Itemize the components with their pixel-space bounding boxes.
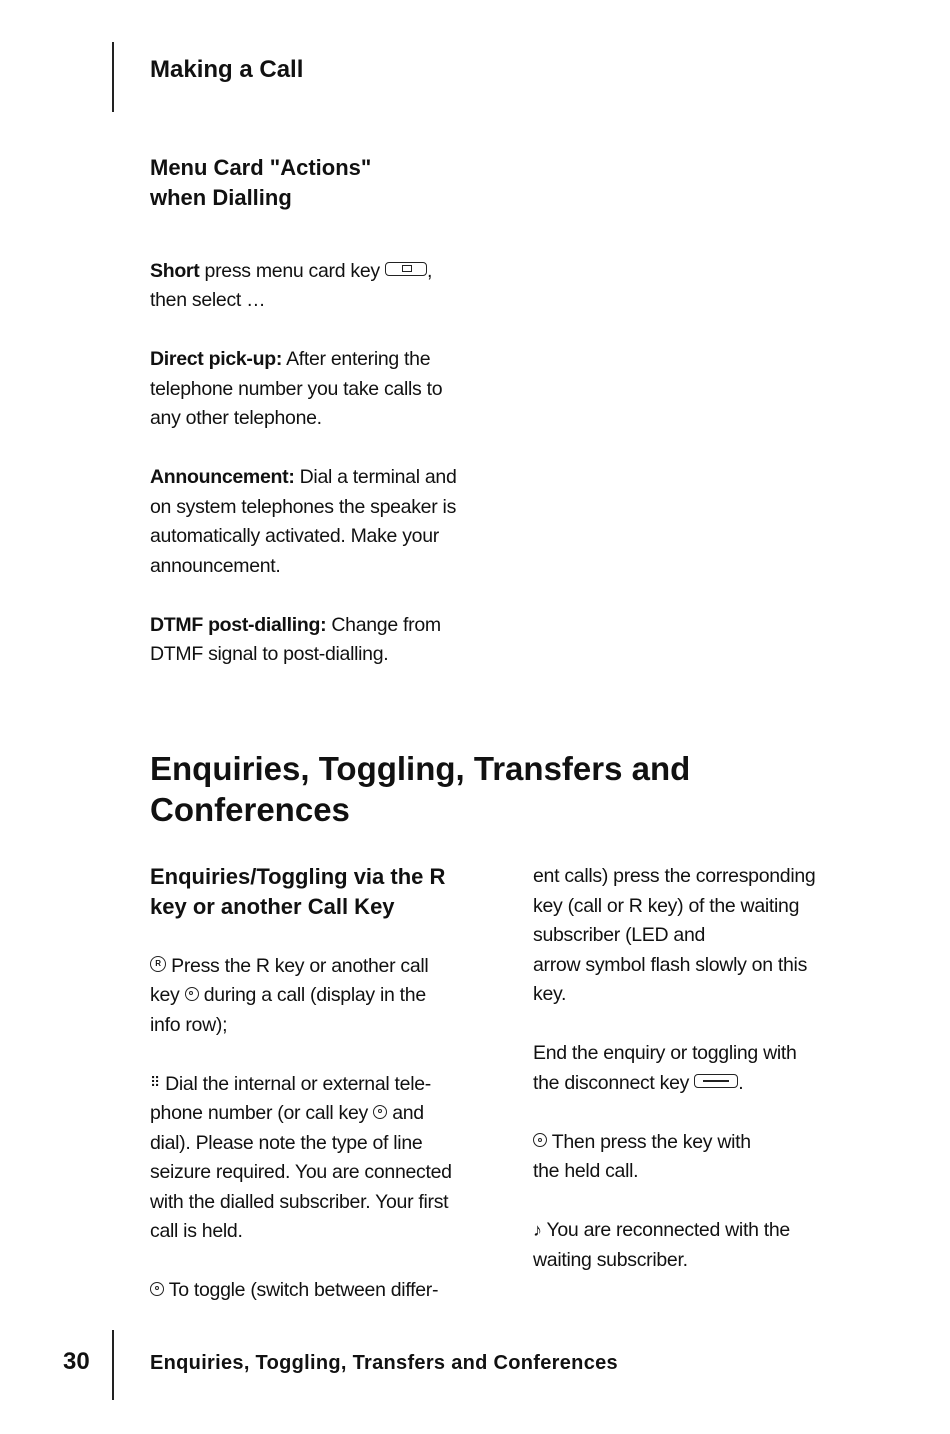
menu-item-direct-pickup [150,345,455,434]
header-rule [112,42,114,112]
menu-intro-after: , [426,259,433,282]
footer-rule [112,1330,114,1400]
step-held-text-a: Then press the key with [547,1130,751,1153]
menu-item-term: Announcement: [150,466,295,488]
menu-card-section [150,153,480,670]
footer-title: Enquiries, Toggling, Transfers and Conferences [150,1352,618,1374]
step-toggle-continued-2: arrow symbol flash slowly on this key. [533,953,808,1005]
section-title: Enquiries, Toggling, Transfers and Conferences [150,750,691,828]
menu-intro-line2: then select … [150,289,266,311]
menu-item-dtmf [150,611,450,670]
step-end-after: . [738,1071,744,1094]
step-end-text: End the enquiry or toggling with the disconnect key [533,1042,797,1094]
menu-item-text: Change from DTMF signal to post-dialling. [150,613,441,665]
step-reconnect [533,1216,823,1275]
step-r-key-text-b: during a call (display in the info row); [150,984,426,1036]
menu-item-term: DTMF post-dialling: [150,613,327,636]
menu-section-title: Menu Card "Actions" when Dialling [150,155,372,210]
call-key-icon [533,1133,547,1147]
page-number: 30 [63,1348,90,1375]
menu-item-announcement [150,463,460,581]
call-key-icon [150,1282,164,1296]
disconnect-key-icon [694,1074,738,1088]
step-dial-text-b: and dial). Please note the type of line seizure required. You are connected with the dialled subscriber. Your first call is held. [150,1102,452,1243]
step-r-key [150,952,458,1041]
menu-item-term: Direct pick-up: [150,348,283,370]
subsection-title: Enquiries/Toggling via the R key or another Call Key [150,864,446,919]
step-held-text-b: the held call. [533,1160,639,1182]
r-key-icon: R [150,956,166,972]
step-toggle-text: To toggle (switch between differ- [164,1279,439,1302]
menu-intro-text: press menu card key [199,259,380,282]
call-key-icon [185,987,199,1001]
enquiries-right-column [533,862,833,1275]
menu-item-text: Dial a terminal and on system telephones the speaker is automatically activated. Make your announcement. [150,466,457,577]
handset-icon: ♪ [533,1220,542,1240]
step-r-key-text-a: Press the R key or another call key [150,954,429,1006]
keypad-icon: ⠿ [150,1073,160,1090]
step-dial-text-a: Dial the internal or external tele-phone number (or call key [150,1072,431,1125]
menu-card-key-icon [385,262,427,276]
menu-intro-bold: Short [150,259,200,282]
enquiries-left-column [150,862,480,1306]
step-end [533,1039,823,1098]
header-title: Making a Call [150,56,304,83]
step-dial [150,1070,458,1247]
step-reconnect-text: You are reconnected with the waiting subscriber. [533,1219,790,1271]
step-toggle-continued: ent calls) press the corresponding key (call or R key) of the waiting subscriber (LED and [533,865,816,946]
step-held [533,1128,833,1187]
step-toggle [150,1276,458,1306]
call-key-icon [373,1105,387,1119]
menu-item-text: After entering the telephone number you take calls to any other telephone. [150,348,443,429]
menu-intro [150,257,480,316]
